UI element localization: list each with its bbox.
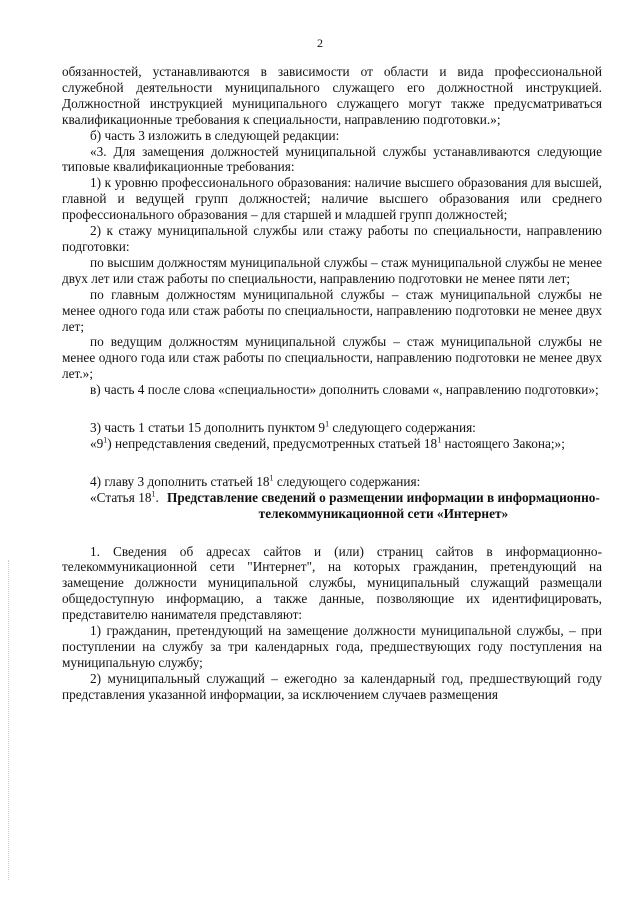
paragraph: по высшим должностям муниципальной службы – стаж муниципальной службы не менее двух лет или стаж работы по специальности, направлению подготовки не менее пяти лет; [62, 254, 602, 286]
paragraph: 2) к стажу муниципальной службы или стажу работы по специальности, направлению подготовки: [62, 223, 602, 254]
page-number: 2 [317, 36, 323, 50]
article-heading [62, 490, 602, 522]
paragraph: б) часть 3 изложить в следующей редакции: [90, 127, 340, 143]
paragraph: в) часть 4 после слова «специальности» дополнить словами «, направлению подготовки»; [90, 382, 599, 398]
paragraph: 1. Сведения об адресах сайтов и (или) страниц сайтов в информационно-телекоммуникационной сети "Интернет", на которых гражданин, претендующий на замещение должности муниципальной службы, муниципальный служащий размещали общедоступную информацию, а также данные, позволяющие их идентифицировать, представителю нанимателя представляют: [62, 543, 602, 623]
amendment-item-3: 3) часть 1 статьи 15 дополнить пунктом $9^1$ следующего содержания: [90, 419, 476, 436]
paragraph: обязанностей, устанавливаются в зависимости от области и вида профессиональной служебной деятельности муниципального служащего его должностной инструкцией. Должностной инструкцией муниципального служащего могут также предусматриваться квалификационные требования к специальности, направлению подготовки.»; [62, 64, 602, 127]
amendment-item-4: 4) главу 3 дополнить статьей $18^1$ следующего содержания: [90, 473, 421, 489]
article-title: Представление сведений о размещении информации в информационно-телекоммуникационной сети «Интернет» [167, 489, 600, 521]
paragraph: «3. Для замещения должностей муниципальной службы устанавливаются следующие типовые квалификационные требования: [62, 143, 602, 175]
amendment-item-3-quote: «$9^1$) непредставления сведений, предусмотренных статьей $18^1$ настоящего Закона;»; [90, 435, 565, 451]
paragraph: 1) к уровню профессионального образования: наличие высшего образования для высшей, главной и ведущей групп должностей; наличие высшего образования или среднего профессионального образования – для старшей и младшей групп должностей; [62, 175, 602, 223]
paragraph: по главным должностям муниципальной службы – стаж муниципальной службы не менее одного года или стаж работы по специальности, направлению подготовки не менее двух лет; [62, 286, 602, 334]
article-label: «Статья $18^1$. [90, 489, 159, 505]
scan-margin-marks [8, 560, 13, 880]
paragraph: 1) гражданин, претендующий на замещение должности муниципальной службы, – при поступлении на службу за три календарных года, предшествующих году поступления на муниципальную службу; [62, 623, 602, 670]
document-body [62, 64, 602, 703]
paragraph: по ведущим должностям муниципальной службы – стаж муниципальной службы не менее одного года или стаж работы по специальности, направлению подготовки не менее двух лет.»; [62, 334, 602, 382]
paragraph: 2) муниципальный служащий – ежегодно за календарный год, предшествующий году представления указанной информации, за исключением случаев размещения [62, 670, 602, 702]
